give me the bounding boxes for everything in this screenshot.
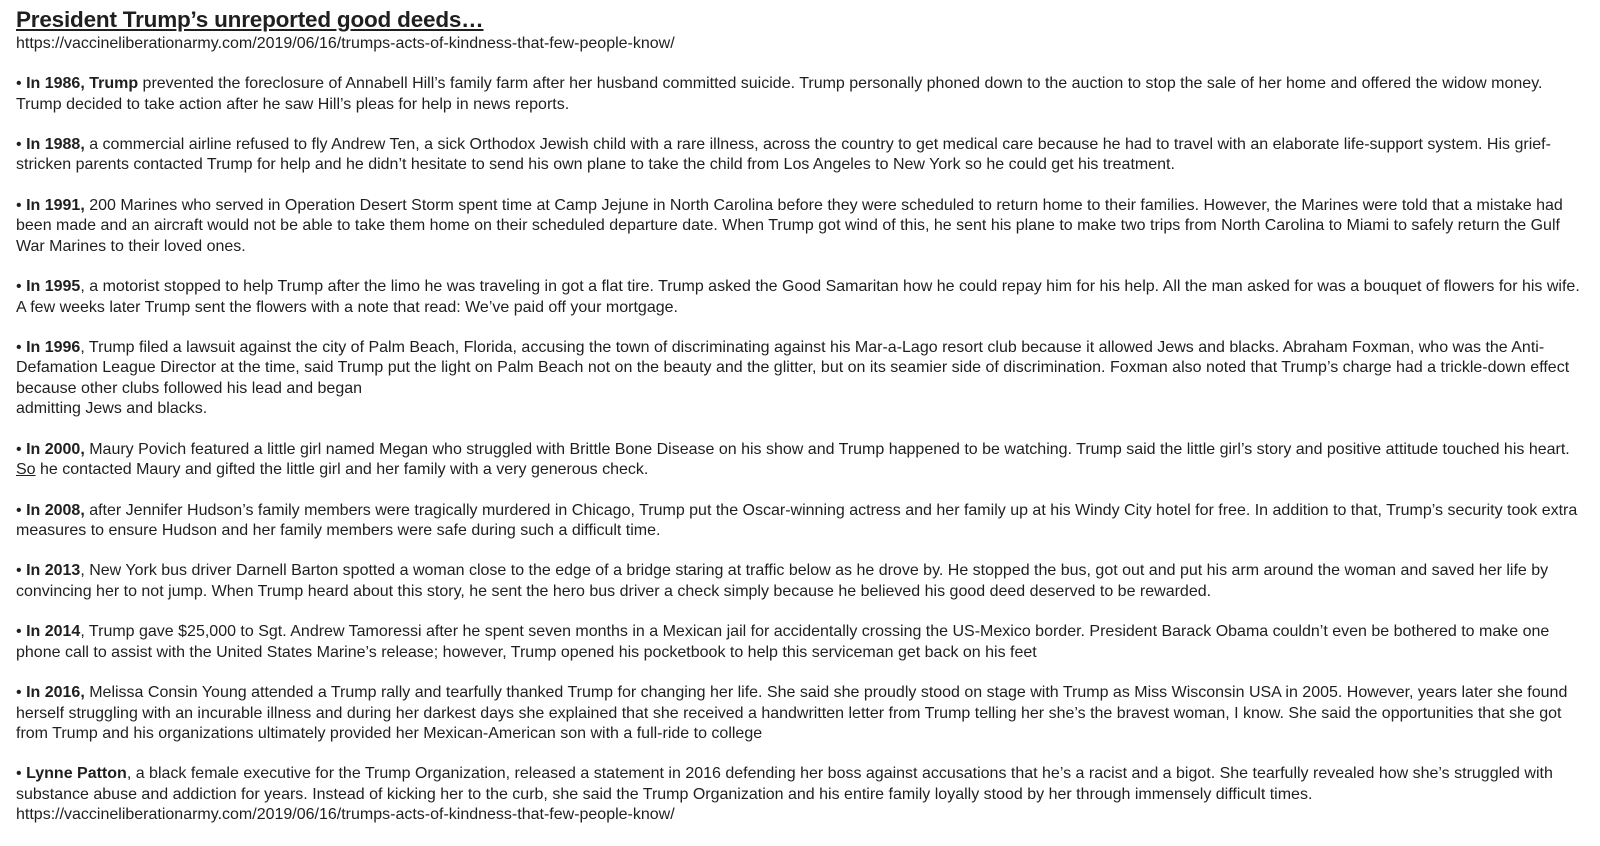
entry-2008 xyxy=(16,501,1584,542)
entry-2000 xyxy=(16,440,1584,481)
entry-1986 xyxy=(16,74,1584,115)
bullet: • xyxy=(16,440,22,458)
entry-lead: Lynne Patton xyxy=(26,765,127,783)
bullet: • xyxy=(16,278,22,296)
bullet: • xyxy=(16,765,22,783)
entry-1995 xyxy=(16,277,1584,318)
bullet: • xyxy=(16,75,22,93)
entry-2014 xyxy=(16,622,1584,663)
entry-body-after: he contacted Maury and gifted the little girl and her family with a very generous check. xyxy=(35,460,649,478)
entry-lead: In 1988, xyxy=(26,136,85,154)
entry-lead: In 1986, Trump xyxy=(26,75,139,93)
entry-lead: In 2013 xyxy=(26,562,81,580)
entry-body: , Trump gave $25,000 to Sgt. Andrew Tamoressi after he spent seven months in a Mexican jail for accidentally crossing the US-Mexico border. President Barack Obama couldn’t even be bothered to make one phone call to assist with the United States Marine’s release; however, Trump opened his pocketbook to help this serviceman get back on his feet xyxy=(16,623,1550,661)
entry-body: prevented the foreclosure of Annabell Hill’s family farm after her husband committed suicide. Trump personally phoned down to the auction to stop the sale of her home and offered the widow money. Trump decided to take action after he saw Hill’s pleas for help in news reports. xyxy=(16,75,1543,113)
entry-lead: In 2000, xyxy=(26,440,85,458)
document-title: President Trump’s unreported good deeds… xyxy=(16,7,484,32)
entry-lead: In 1996 xyxy=(26,339,81,357)
entry-body: Melissa Consin Young attended a Trump rally and tearfully thanked Trump for changing her life. She said she proudly stood on stage with Trump as Miss Wisconsin USA in 2005. However, years later she found herself struggling with an incurable illness and during her darkest days she explained that she received a handwritten letter from Trump telling her she’s the bravest woman, I know. She said the opportunities that she got from Trump and his organizations ultimately provided her Mexican-American son with a full-ride to college xyxy=(16,684,1568,742)
entry-body-continued: admitting Jews and blacks. xyxy=(16,400,208,418)
underlined-word: So xyxy=(16,460,36,478)
entry-lead: In 2008, xyxy=(26,501,85,519)
entry-lead: In 1995 xyxy=(26,278,81,296)
entry-body: after Jennifer Hudson’s family members were tragically murdered in Chicago, Trump put the Oscar-winning actress and her family up at his Windy City hotel for free. In addition to that, Trump’s security took extra measures to ensure Hudson and her family members were safe during such a difficult time. xyxy=(16,501,1578,539)
entry-1996 xyxy=(16,338,1584,419)
entry-body: a commercial airline refused to fly Andrew Ten, a sick Orthodox Jewish child with a rare illness, across the country to get medical care because he had to travel with an elaborate life-support system. His grief-stricken parents contacted Trump for help and he didn’t hesitate to send his own plane to take the child from Los Angeles to New York so he could get his treatment. xyxy=(16,136,1551,174)
bullet: • xyxy=(16,501,22,519)
entry-lynne-patton xyxy=(16,764,1584,805)
bullet: • xyxy=(16,197,22,215)
bullet: • xyxy=(16,684,22,702)
entry-lead: In 2016, xyxy=(26,684,85,702)
entry-lead: In 2014 xyxy=(26,623,81,641)
entry-body: Maury Povich featured a little girl named Megan who struggled with Brittle Bone Disease on his show and Trump happened to be watching. Trump said the little girl’s story and positive attitude touched his heart. xyxy=(84,440,1570,458)
entry-body: , a motorist stopped to help Trump after the limo he was traveling in got a flat tire. Trump asked the Good Samaritan how he could repay him for his help. All the man asked for was a bouquet of flowers for his wife. A few weeks later Trump sent the flowers with a note that read: We’ve paid off your mortgage. xyxy=(16,278,1580,316)
entry-2016 xyxy=(16,683,1584,744)
source-url[interactable]: https://vaccineliberationarmy.com/2019/06/16/trumps-acts-of-kindness-that-few-people-know/ xyxy=(16,35,675,52)
bullet: • xyxy=(16,562,22,580)
bullet: • xyxy=(16,136,22,154)
entry-body: 200 Marines who served in Operation Desert Storm spent time at Camp Jejune in North Carolina before they were scheduled to return home to their families. However, the Marines were told that a mistake had been made and an aircraft would not be able to take them home on their scheduled departure date. When Trump got wind of this, he sent his plane to make two trips from North Carolina to Miami to safely return the Gulf War Marines to their loved ones. xyxy=(16,197,1563,255)
entry-lead: In 1991, xyxy=(26,197,85,215)
entry-body: , a black female executive for the Trump Organization, released a statement in 2016 defending her boss against accusations that he’s a racist and a bigot. She tearfully revealed how she’s struggled with substance abuse and addiction for years. Instead of kicking her to the curb, she said the Trump Organization and his entire family loyally stood by her through immensely difficult times. xyxy=(16,765,1553,803)
entry-body: , Trump filed a lawsuit against the city of Palm Beach, Florida, accusing the town of discriminating against his Mar-a-Lago resort club because it allowed Jews and blacks. Abraham Foxman, who was the Anti-Defamation League Director at the time, said Trump put the light on Palm Beach not on the beauty and the glitter, but on its seamier side of discrimination. Foxman also noted that Trump’s charge had a trickle-down effect because other clubs followed his lead and began xyxy=(16,339,1570,397)
entry-1991 xyxy=(16,196,1584,257)
entry-body: , New York bus driver Darnell Barton spotted a woman close to the edge of a bridge staring at traffic below as he drove by. He stopped the bus, got out and put his arm around the woman and saved her life by convincing her to not jump. When Trump heard about this story, he sent the hero bus driver a check simply because he believed his good deed deserved to be rewarded. xyxy=(16,562,1549,600)
bullet: • xyxy=(16,623,22,641)
entry-1988 xyxy=(16,135,1584,176)
footer-source-url[interactable]: https://vaccineliberationarmy.com/2019/06/16/trumps-acts-of-kindness-that-few-people-know/ xyxy=(16,805,675,823)
bullet: • xyxy=(16,339,22,357)
entry-2013 xyxy=(16,561,1584,602)
